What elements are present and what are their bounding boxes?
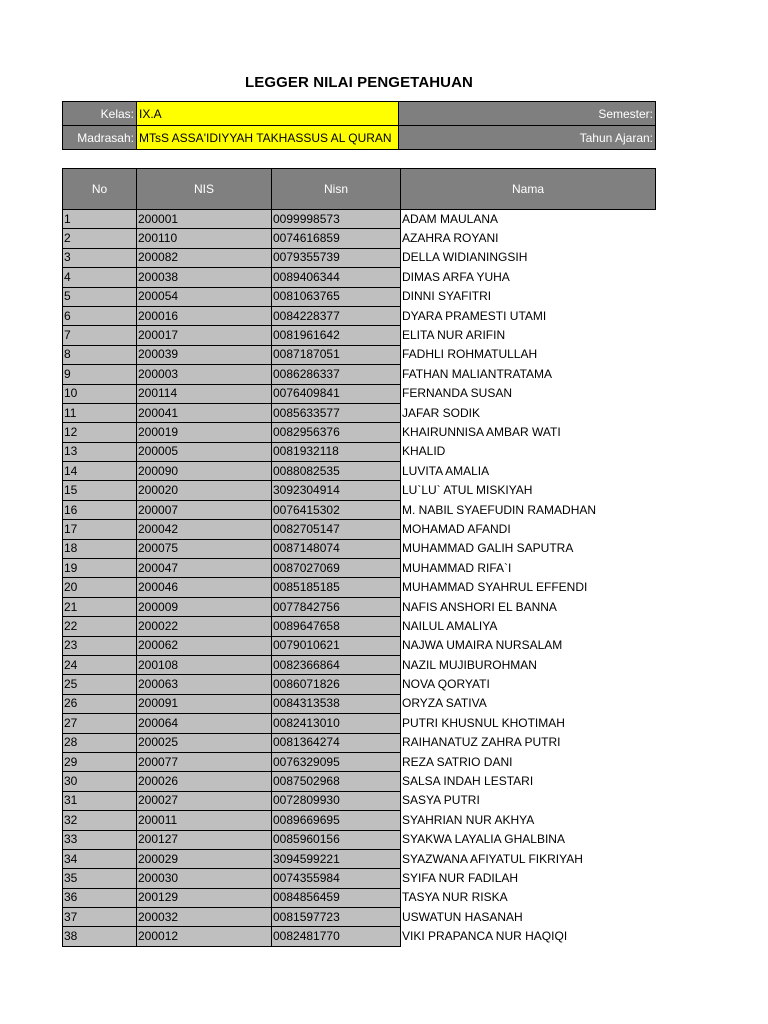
cell-nisn[interactable]: 0085633577 bbox=[272, 403, 401, 422]
table-row bbox=[63, 908, 656, 927]
cell-nisn[interactable]: 0087187051 bbox=[272, 345, 401, 364]
cell-nis[interactable]: 200082 bbox=[137, 248, 272, 267]
table-row bbox=[63, 365, 656, 384]
info-row-madrasah bbox=[63, 126, 656, 150]
cell-nis[interactable]: 200012 bbox=[137, 927, 272, 946]
cell-nama[interactable]: M. NABIL SYAEFUDIN RAMADHAN bbox=[401, 500, 656, 519]
column-header-nisn[interactable]: Nisn bbox=[272, 169, 401, 210]
cell-no[interactable]: 5 bbox=[63, 287, 137, 306]
cell-no[interactable]: 2 bbox=[63, 229, 137, 248]
cell-nama[interactable]: MUHAMMAD SYAHRUL EFFENDI bbox=[401, 578, 656, 597]
column-header-nis[interactable]: NIS bbox=[137, 169, 272, 210]
cell-no[interactable]: 23 bbox=[63, 636, 137, 655]
cell-nama[interactable]: MUHAMMAD RIFA`I bbox=[401, 559, 656, 578]
cell-nama[interactable]: FADHLI ROHMATULLAH bbox=[401, 345, 656, 364]
table-row bbox=[63, 500, 656, 519]
cell-nama[interactable]: DINNI SYAFITRI bbox=[401, 287, 656, 306]
table-row bbox=[63, 636, 656, 655]
cell-no[interactable]: 16 bbox=[63, 500, 137, 519]
table-row bbox=[63, 384, 656, 403]
cell-nis[interactable]: 200009 bbox=[137, 597, 272, 616]
cell-nama[interactable]: NAZIL MUJIBUROHMAN bbox=[401, 655, 656, 674]
cell-nis[interactable]: 200005 bbox=[137, 442, 272, 461]
cell-nama[interactable]: SYIFA NUR FADILAH bbox=[401, 869, 656, 888]
cell-nisn[interactable]: 0089406344 bbox=[272, 268, 401, 287]
cell-nama[interactable]: ORYZA SATIVA bbox=[401, 694, 656, 713]
cell-no[interactable]: 22 bbox=[63, 617, 137, 636]
cell-nama[interactable]: DYARA PRAMESTI UTAMI bbox=[401, 306, 656, 325]
cell-nisn[interactable]: 0081364274 bbox=[272, 733, 401, 752]
cell-nis[interactable]: 200025 bbox=[137, 733, 272, 752]
table-row bbox=[63, 268, 656, 287]
cell-nama[interactable]: SALSA INDAH LESTARI bbox=[401, 772, 656, 791]
cell-nis[interactable]: 200038 bbox=[137, 268, 272, 287]
cell-nis[interactable]: 200011 bbox=[137, 811, 272, 830]
cell-nis[interactable]: 200019 bbox=[137, 423, 272, 442]
cell-nama[interactable]: FATHAN MALIANTRATAMA bbox=[401, 365, 656, 384]
cell-nama[interactable]: AZAHRA ROYANI bbox=[401, 229, 656, 248]
cell-nama[interactable]: LU`LU` ATUL MISKIYAH bbox=[401, 481, 656, 500]
kelas-label: Kelas: bbox=[63, 102, 137, 126]
cell-nisn[interactable]: 0081961642 bbox=[272, 326, 401, 345]
cell-nisn[interactable]: 0079355739 bbox=[272, 248, 401, 267]
cell-nama[interactable]: PUTRI KHUSNUL KHOTIMAH bbox=[401, 714, 656, 733]
table-row bbox=[63, 423, 656, 442]
cell-nisn[interactable]: 0082413010 bbox=[272, 714, 401, 733]
cell-nama[interactable]: FERNANDA SUSAN bbox=[401, 384, 656, 403]
cell-nama[interactable]: JAFAR SODIK bbox=[401, 403, 656, 422]
cell-nama[interactable]: ADAM MAULANA bbox=[401, 210, 656, 229]
cell-nisn[interactable]: 0087502968 bbox=[272, 772, 401, 791]
table-row bbox=[63, 481, 656, 500]
cell-nama[interactable]: NAFIS ANSHORI EL BANNA bbox=[401, 597, 656, 616]
table-row bbox=[63, 520, 656, 539]
cell-nis[interactable]: 200047 bbox=[137, 559, 272, 578]
cell-nisn[interactable]: 3094599221 bbox=[272, 849, 401, 868]
cell-no[interactable]: 17 bbox=[63, 520, 137, 539]
cell-nis[interactable]: 200020 bbox=[137, 481, 272, 500]
cell-nis[interactable]: 200041 bbox=[137, 403, 272, 422]
table-row bbox=[63, 772, 656, 791]
cell-nama[interactable]: TASYA NUR RISKA bbox=[401, 888, 656, 907]
table-row bbox=[63, 888, 656, 907]
cell-no[interactable]: 32 bbox=[63, 811, 137, 830]
cell-nama[interactable]: REZA SATRIO DANI bbox=[401, 752, 656, 771]
cell-nis[interactable]: 200054 bbox=[137, 287, 272, 306]
cell-nis[interactable]: 200027 bbox=[137, 791, 272, 810]
cell-nisn[interactable]: 0084856459 bbox=[272, 888, 401, 907]
cell-nisn[interactable]: 0076415302 bbox=[272, 500, 401, 519]
cell-no[interactable]: 12 bbox=[63, 423, 137, 442]
cell-nisn[interactable]: 0081932118 bbox=[272, 442, 401, 461]
cell-nama[interactable]: NAILUL AMALIYA bbox=[401, 617, 656, 636]
cell-nis[interactable]: 200127 bbox=[137, 830, 272, 849]
cell-no[interactable]: 33 bbox=[63, 830, 137, 849]
cell-nis[interactable]: 200062 bbox=[137, 636, 272, 655]
column-header-no[interactable]: No bbox=[63, 169, 137, 210]
cell-nis[interactable]: 200007 bbox=[137, 500, 272, 519]
cell-nisn[interactable]: 0081063765 bbox=[272, 287, 401, 306]
table-row bbox=[63, 578, 656, 597]
table-body bbox=[63, 210, 656, 947]
cell-nis[interactable]: 200042 bbox=[137, 520, 272, 539]
cell-nis[interactable]: 200075 bbox=[137, 539, 272, 558]
cell-no[interactable]: 9 bbox=[63, 365, 137, 384]
cell-nisn[interactable]: 3092304914 bbox=[272, 481, 401, 500]
cell-nis[interactable]: 200029 bbox=[137, 849, 272, 868]
cell-nisn[interactable]: 0076409841 bbox=[272, 384, 401, 403]
cell-no[interactable]: 18 bbox=[63, 539, 137, 558]
cell-nis[interactable]: 200114 bbox=[137, 384, 272, 403]
cell-nisn[interactable]: 0084313538 bbox=[272, 694, 401, 713]
table-row bbox=[63, 752, 656, 771]
cell-nis[interactable]: 200001 bbox=[137, 210, 272, 229]
table-row bbox=[63, 830, 656, 849]
table-row bbox=[63, 849, 656, 868]
cell-nisn[interactable]: 0074355984 bbox=[272, 869, 401, 888]
cell-nama[interactable]: SASYA PUTRI bbox=[401, 791, 656, 810]
cell-nama[interactable]: SYAKWA LAYALIA GHALBINA bbox=[401, 830, 656, 849]
cell-no[interactable]: 27 bbox=[63, 714, 137, 733]
cell-no[interactable]: 4 bbox=[63, 268, 137, 287]
cell-nisn[interactable]: 0088082535 bbox=[272, 462, 401, 481]
table-row bbox=[63, 811, 656, 830]
table-row bbox=[63, 694, 656, 713]
cell-nama[interactable]: VIKI PRAPANCA NUR HAQIQI bbox=[401, 927, 656, 946]
cell-no[interactable]: 24 bbox=[63, 655, 137, 674]
table-row bbox=[63, 210, 656, 229]
cell-nama[interactable]: ELITA NUR ARIFIN bbox=[401, 326, 656, 345]
cell-nis[interactable]: 200108 bbox=[137, 655, 272, 674]
cell-nama[interactable]: RAIHANATUZ ZAHRA PUTRI bbox=[401, 733, 656, 752]
cell-nama[interactable]: USWATUN HASANAH bbox=[401, 908, 656, 927]
cell-nisn[interactable]: 0085185185 bbox=[272, 578, 401, 597]
table-row bbox=[63, 403, 656, 422]
cell-no[interactable]: 37 bbox=[63, 908, 137, 927]
table-row bbox=[63, 248, 656, 267]
cell-nama[interactable]: MOHAMAD AFANDI bbox=[401, 520, 656, 539]
cell-nis[interactable]: 200064 bbox=[137, 714, 272, 733]
cell-no[interactable]: 1 bbox=[63, 210, 137, 229]
table-row bbox=[63, 229, 656, 248]
cell-nisn[interactable]: 0086071826 bbox=[272, 675, 401, 694]
table-header-row bbox=[63, 169, 656, 210]
table-row bbox=[63, 539, 656, 558]
cell-nama[interactable]: KHAIRUNNISA AMBAR WATI bbox=[401, 423, 656, 442]
cell-nis[interactable]: 200063 bbox=[137, 675, 272, 694]
cell-nis[interactable]: 200090 bbox=[137, 462, 272, 481]
cell-nis[interactable]: 200110 bbox=[137, 229, 272, 248]
cell-nis[interactable]: 200017 bbox=[137, 326, 272, 345]
cell-nama[interactable]: MUHAMMAD GALIH SAPUTRA bbox=[401, 539, 656, 558]
cell-no[interactable]: 7 bbox=[63, 326, 137, 345]
cell-no[interactable]: 14 bbox=[63, 462, 137, 481]
cell-nisn[interactable]: 0081597723 bbox=[272, 908, 401, 927]
cell-nisn[interactable]: 0082705147 bbox=[272, 520, 401, 539]
cell-nama[interactable]: SYAZWANA AFIYATUL FIKRIYAH bbox=[401, 849, 656, 868]
cell-nama[interactable]: SYAHRIAN NUR AKHYA bbox=[401, 811, 656, 830]
cell-nisn[interactable]: 0085960156 bbox=[272, 830, 401, 849]
cell-nisn[interactable]: 0084228377 bbox=[272, 306, 401, 325]
cell-nisn[interactable]: 0087148074 bbox=[272, 539, 401, 558]
cell-nisn[interactable]: 0076329095 bbox=[272, 752, 401, 771]
cell-nisn[interactable]: 0082481770 bbox=[272, 927, 401, 946]
table-row bbox=[63, 927, 656, 946]
cell-no[interactable]: 26 bbox=[63, 694, 137, 713]
cell-no[interactable]: 19 bbox=[63, 559, 137, 578]
student-table bbox=[62, 168, 656, 947]
table-row bbox=[63, 462, 656, 481]
cell-nama[interactable]: NOVA QORYATI bbox=[401, 675, 656, 694]
cell-nama[interactable]: LUVITA AMALIA bbox=[401, 462, 656, 481]
cell-no[interactable]: 20 bbox=[63, 578, 137, 597]
cell-nisn[interactable]: 0082366864 bbox=[272, 655, 401, 674]
table-row bbox=[63, 287, 656, 306]
cell-nisn[interactable]: 0072809930 bbox=[272, 791, 401, 810]
cell-nis[interactable]: 200129 bbox=[137, 888, 272, 907]
table-row bbox=[63, 733, 656, 752]
cell-no[interactable]: 13 bbox=[63, 442, 137, 461]
cell-nis[interactable]: 200026 bbox=[137, 772, 272, 791]
table-row bbox=[63, 326, 656, 345]
cell-nisn[interactable]: 0089669695 bbox=[272, 811, 401, 830]
cell-nisn[interactable]: 0086286337 bbox=[272, 365, 401, 384]
table-row bbox=[63, 655, 656, 674]
cell-nis[interactable]: 200003 bbox=[137, 365, 272, 384]
table-row bbox=[63, 559, 656, 578]
cell-no[interactable]: 21 bbox=[63, 597, 137, 616]
cell-no[interactable]: 25 bbox=[63, 675, 137, 694]
cell-no[interactable]: 31 bbox=[63, 791, 137, 810]
table-row bbox=[63, 345, 656, 364]
info-header bbox=[62, 101, 656, 150]
page-title: LEGGER NILAI PENGETAHUAN bbox=[245, 74, 473, 91]
cell-nis[interactable]: 200016 bbox=[137, 306, 272, 325]
cell-nis[interactable]: 200046 bbox=[137, 578, 272, 597]
cell-nis[interactable]: 200030 bbox=[137, 869, 272, 888]
madrasah-value[interactable]: MTsS ASSA'IDIYYAH TAKHASSUS AL QURAN bbox=[137, 126, 399, 150]
madrasah-label: Madrasah: bbox=[63, 126, 137, 150]
cell-no[interactable]: 36 bbox=[63, 888, 137, 907]
cell-nisn[interactable]: 0087027069 bbox=[272, 559, 401, 578]
cell-nis[interactable]: 200022 bbox=[137, 617, 272, 636]
cell-no[interactable]: 11 bbox=[63, 403, 137, 422]
cell-nisn[interactable]: 0077842756 bbox=[272, 597, 401, 616]
cell-no[interactable]: 10 bbox=[63, 384, 137, 403]
kelas-value[interactable]: IX.A bbox=[137, 102, 399, 126]
cell-no[interactable]: 8 bbox=[63, 345, 137, 364]
cell-nisn[interactable]: 0099998573 bbox=[272, 210, 401, 229]
cell-no[interactable]: 6 bbox=[63, 306, 137, 325]
cell-no[interactable]: 35 bbox=[63, 869, 137, 888]
cell-nis[interactable]: 200032 bbox=[137, 908, 272, 927]
table-row bbox=[63, 714, 656, 733]
info-row-kelas bbox=[63, 102, 656, 126]
cell-no[interactable]: 28 bbox=[63, 733, 137, 752]
column-header-nama[interactable]: Nama bbox=[401, 169, 656, 210]
cell-no[interactable]: 15 bbox=[63, 481, 137, 500]
cell-no[interactable]: 29 bbox=[63, 752, 137, 771]
cell-nama[interactable]: KHALID bbox=[401, 442, 656, 461]
table-row bbox=[63, 617, 656, 636]
cell-no[interactable]: 38 bbox=[63, 927, 137, 946]
cell-nis[interactable]: 200077 bbox=[137, 752, 272, 771]
tahun-ajaran-label: Tahun Ajaran: bbox=[399, 126, 656, 150]
semester-label: Semester: bbox=[399, 102, 656, 126]
table-row bbox=[63, 869, 656, 888]
table-row bbox=[63, 597, 656, 616]
cell-nama[interactable]: DELLA WIDIANINGSIH bbox=[401, 248, 656, 267]
table-row bbox=[63, 675, 656, 694]
cell-nama[interactable]: DIMAS ARFA YUHA bbox=[401, 268, 656, 287]
cell-no[interactable]: 34 bbox=[63, 849, 137, 868]
cell-nama[interactable]: NAJWA UMAIRA NURSALAM bbox=[401, 636, 656, 655]
table-row bbox=[63, 791, 656, 810]
cell-nisn[interactable]: 0089647658 bbox=[272, 617, 401, 636]
cell-nisn[interactable]: 0082956376 bbox=[272, 423, 401, 442]
table-row bbox=[63, 306, 656, 325]
cell-nisn[interactable]: 0074616859 bbox=[272, 229, 401, 248]
cell-nisn[interactable]: 0079010621 bbox=[272, 636, 401, 655]
cell-nis[interactable]: 200091 bbox=[137, 694, 272, 713]
table-row bbox=[63, 442, 656, 461]
cell-no[interactable]: 30 bbox=[63, 772, 137, 791]
cell-nis[interactable]: 200039 bbox=[137, 345, 272, 364]
cell-no[interactable]: 3 bbox=[63, 248, 137, 267]
